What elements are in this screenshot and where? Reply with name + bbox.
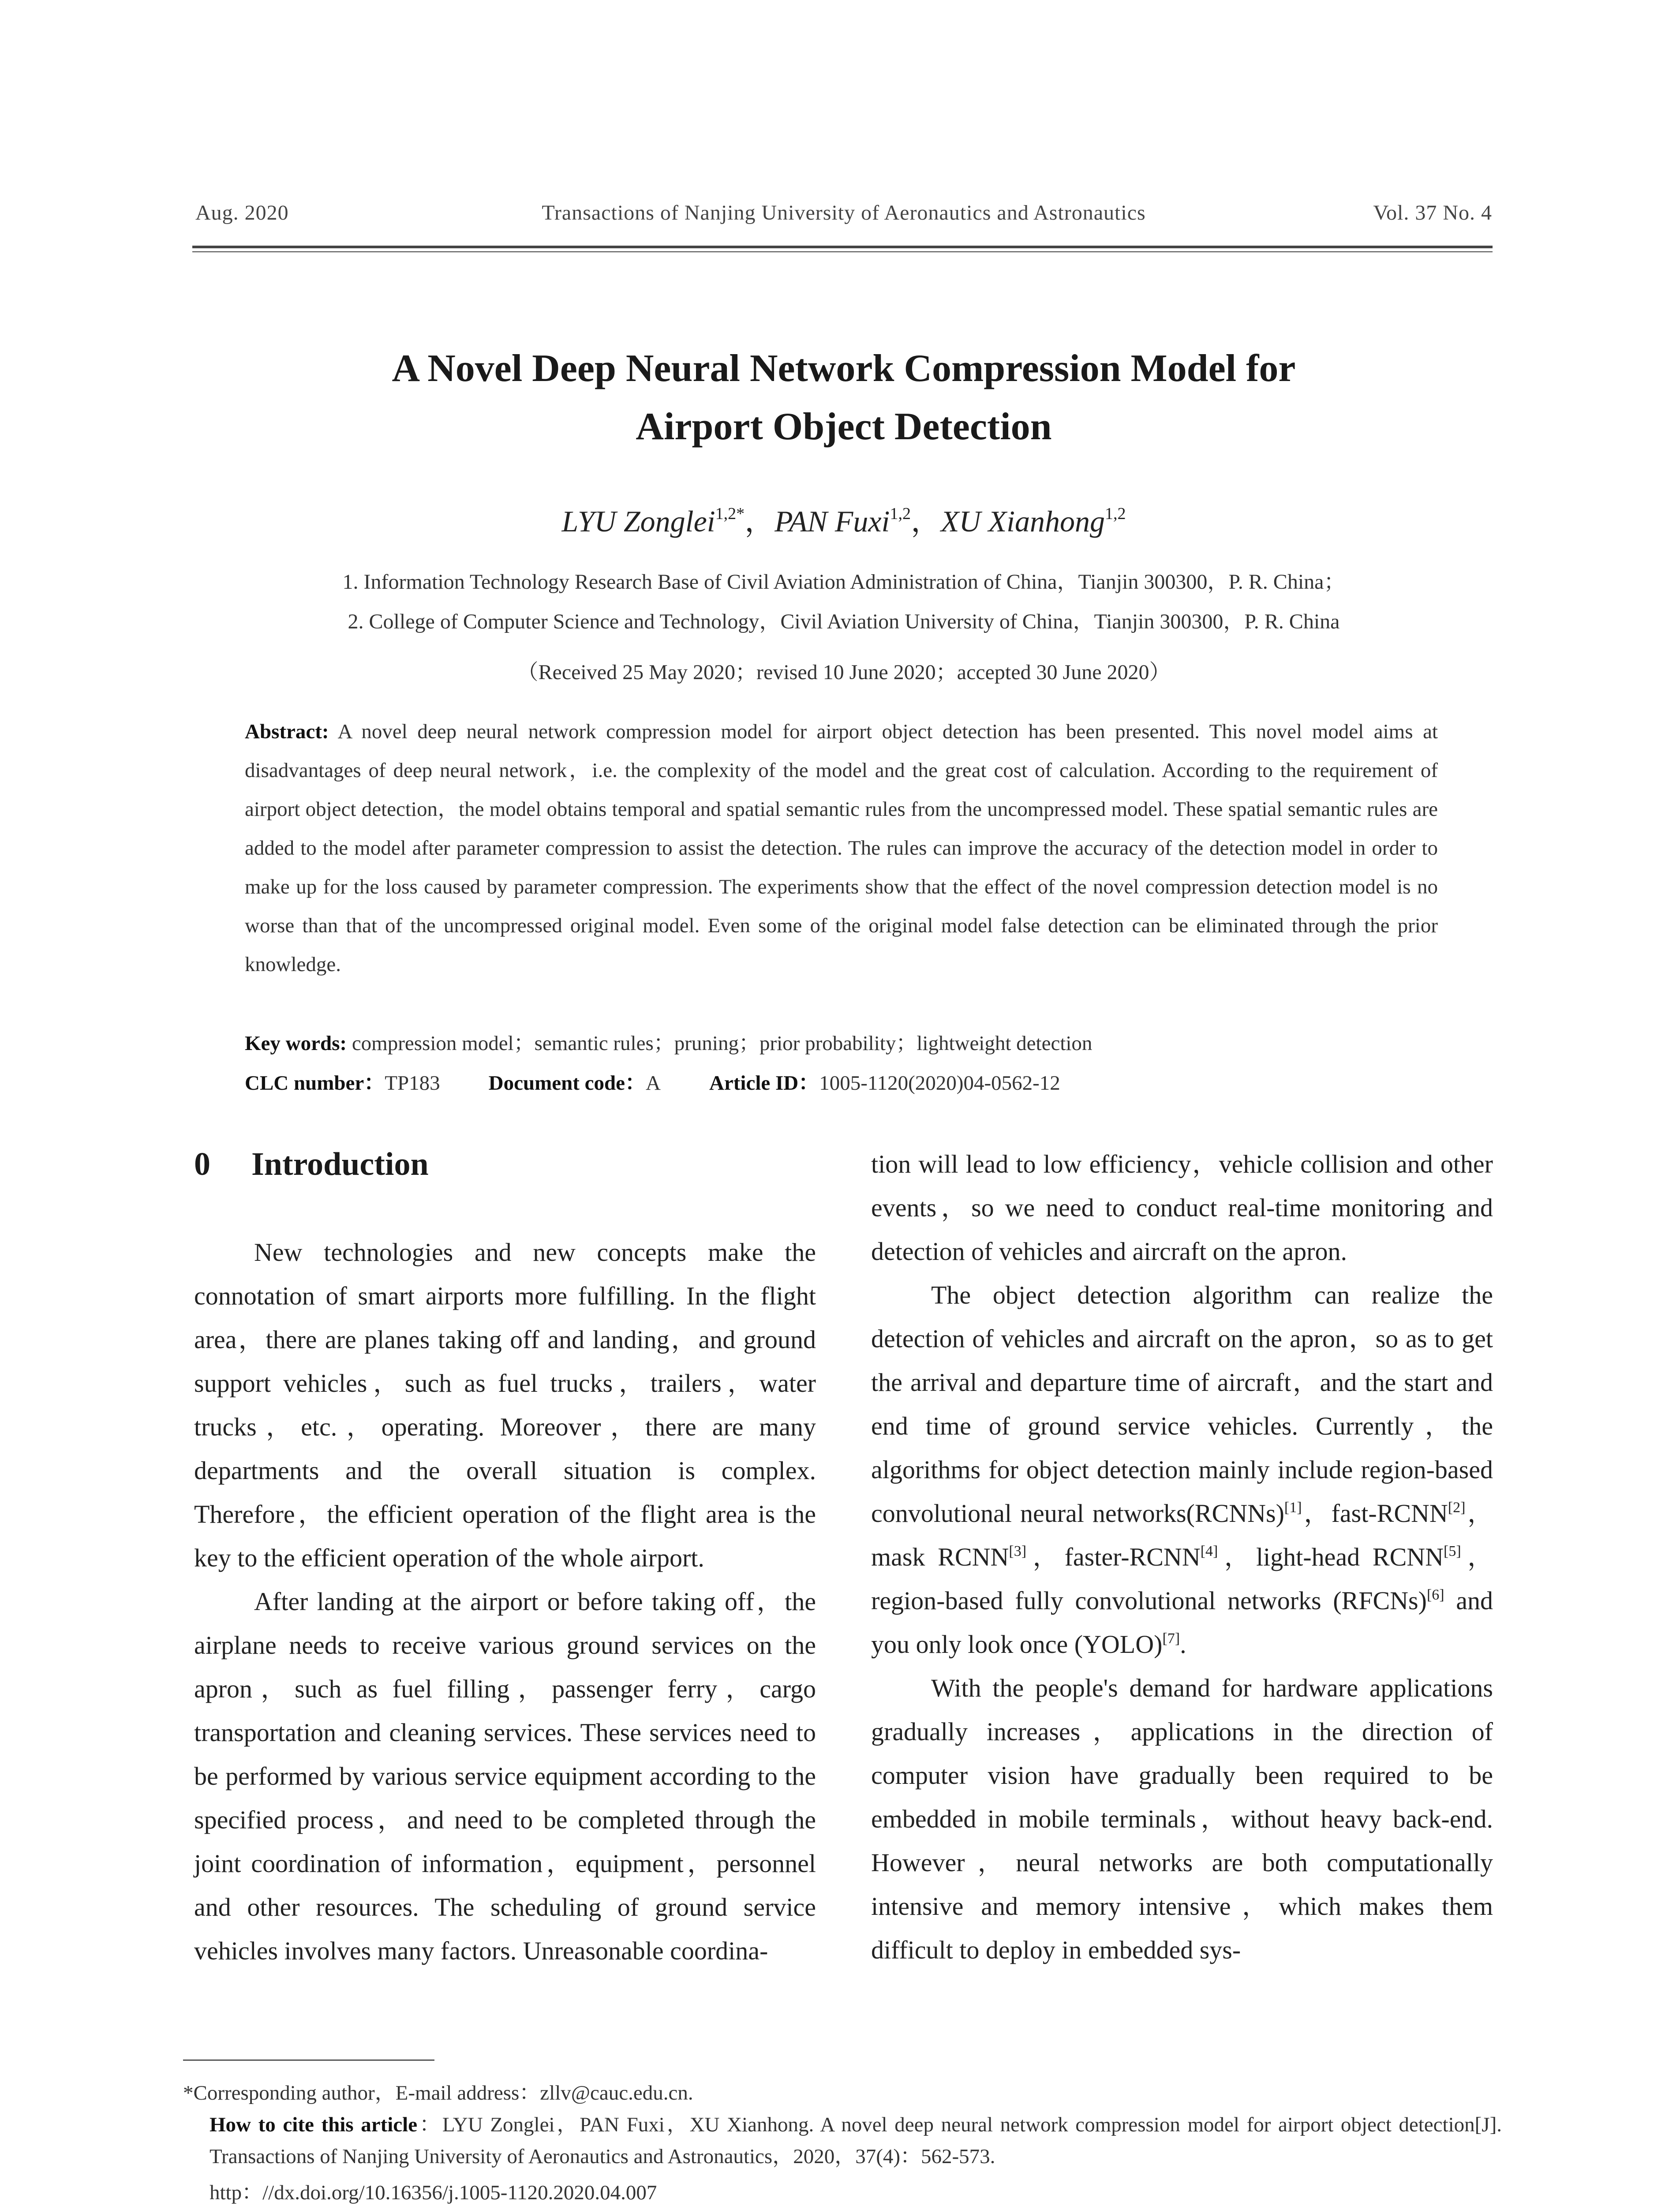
classification-line bbox=[245, 1066, 1438, 1096]
author-name: XU Xianhong bbox=[940, 505, 1105, 538]
author-list bbox=[195, 497, 1492, 540]
cite-text: ：LYU Zonglei，PAN Fuxi，XU Xianhong. A novel deep neural network compression model for airport object detection[J]. Transactions of Nanjing University of Aeronautics and Astronautics，2020，37(4)：562-573. bbox=[210, 2113, 1502, 2168]
affiliation-2: 2. College of Computer Science and Technology，Civil Aviation University of China，Tianjin 300300，P. R. China bbox=[348, 610, 1340, 633]
title-line-2: Airport Object Detection bbox=[636, 405, 1052, 448]
body-text: ，light-head RCNN bbox=[1218, 1543, 1444, 1571]
cite-label: How to cite this article bbox=[210, 2113, 418, 2136]
body-paragraph: With the people's demand for hardware applications gradually increases，applications in the direction of computer vision have gradually been required to be embedded in mobile terminals，without heavy back-end. However，neural networks are both computationally intensive and memory intensive，which makes them difficult to deploy in embedded sys- bbox=[871, 1674, 1493, 1964]
section-heading bbox=[194, 1146, 429, 1183]
document-code-label: Document code： bbox=[488, 1072, 646, 1095]
citation-ref: [2] bbox=[1448, 1499, 1466, 1516]
keywords-text: compression model；semantic rules；pruning；prior probability；lightweight detection bbox=[352, 1032, 1093, 1055]
header-rule-thick bbox=[192, 246, 1493, 248]
body-text: ，fast-RCNN bbox=[1302, 1499, 1448, 1528]
section-title: Introduction bbox=[251, 1146, 429, 1182]
header-rule-thin bbox=[192, 251, 1493, 252]
citation-ref: [6] bbox=[1426, 1587, 1444, 1603]
citation-ref: [3] bbox=[1009, 1543, 1027, 1559]
body-paragraph: tion will lead to low efficiency，vehicle collision and other events，so we need to conduct real-time monitoring and detection of vehicles and aircraft on the apron. bbox=[871, 1150, 1493, 1266]
footnote-rule bbox=[183, 2059, 434, 2061]
body-text: The object detection algorithm can realize the detection of vehicles and aircraft on the apron，so as to get the arrival and departure time of aircraft，and the start and end time of ground service vehicles. Currently，the algorithms for object detection mainly include region-based convolutional neural networks(RCNNs) bbox=[871, 1281, 1493, 1528]
citation-ref: [1] bbox=[1284, 1499, 1302, 1516]
paper-title bbox=[195, 340, 1492, 456]
author-affil-mark: 1,2 bbox=[1105, 505, 1126, 523]
author-name: LYU Zonglei bbox=[561, 505, 715, 538]
body-text: ，faster-RCNN bbox=[1026, 1543, 1201, 1571]
document-code-value: A bbox=[646, 1072, 661, 1095]
author-separator: ， bbox=[910, 505, 941, 538]
running-header bbox=[195, 201, 1492, 232]
article-id-value: 1005-1120(2020)04-0562-12 bbox=[819, 1072, 1060, 1095]
abstract-text: A novel deep neural network compression model for airport object detection has been presented. This novel model aims at disadvantages of deep neural network，i.e. the complexity of the model and the great cost of calculation. According to the requirement of airport object detection，the model obtains temporal and spatial semantic rules from the uncompressed model. These spatial semantic rules are added to the model after parameter compression to assist the detection. The rules can improve the accuracy of the detection model in order to make up for the loss caused by parameter compression. The experiments show that the effect of the novel compression detection model is no worse than that of the uncompressed original model. Even some of the original model false detection can be eliminated through the prior knowledge. bbox=[245, 720, 1438, 976]
header-date: Aug. 2020 bbox=[195, 201, 289, 224]
citation-note bbox=[183, 2109, 1502, 2172]
header-journal: Transactions of Nanjing University of Aeronautics and Astronautics bbox=[542, 201, 1146, 224]
author-separator: ， bbox=[745, 505, 775, 538]
author-affil-mark: 1,2 bbox=[890, 505, 911, 523]
section-number: 0 bbox=[194, 1146, 210, 1182]
body-text: ，mask RCNN bbox=[871, 1499, 1493, 1571]
clc-value: TP183 bbox=[385, 1072, 440, 1095]
author-affil-mark: 1,2* bbox=[715, 505, 745, 523]
body-paragraph-references bbox=[871, 1273, 1493, 1666]
abstract-label: Abstract: bbox=[245, 720, 329, 743]
author-name: PAN Fuxi bbox=[775, 505, 890, 538]
citation-ref: [4] bbox=[1200, 1543, 1218, 1559]
abstract bbox=[245, 712, 1438, 984]
clc-label: CLC number： bbox=[245, 1072, 385, 1095]
keywords bbox=[245, 1027, 1438, 1056]
body-text: and you only look once (YOLO) bbox=[871, 1586, 1493, 1659]
body-text: ，region-based fully convolutional networks (RFCNs) bbox=[871, 1543, 1493, 1615]
right-column bbox=[871, 1142, 1493, 1972]
citation-ref: [5] bbox=[1444, 1543, 1461, 1559]
keywords-label: Key words: bbox=[245, 1032, 347, 1055]
title-line-1: A Novel Deep Neural Network Compression Model for bbox=[392, 347, 1296, 390]
left-column bbox=[194, 1230, 816, 1973]
body-paragraph: New technologies and new concepts make the connotation of smart airports more fulfilling. In the flight area，there are planes taking off and landing，and ground support vehicles，such as fuel trucks，trailers，water trucks，etc.，operating. Moreover，there are many departments and the overall situation is complex. Therefore，the efficient operation of the flight area is the key to the efficient operation of the whole airport. bbox=[194, 1238, 816, 1572]
header-volume: Vol. 37 No. 4 bbox=[1373, 201, 1492, 224]
footnotes bbox=[183, 2077, 1502, 2205]
corresponding-author-note: *Corresponding author，E-mail address：zllv@cauc.edu.cn. bbox=[183, 2082, 693, 2104]
citation-ref: [7] bbox=[1162, 1630, 1180, 1647]
body-paragraph: After landing at the airport or before taking off，the airplane needs to receive various ground services on the apron，such as fuel filling，passenger ferry，cargo transportation and cleaning services. These services need to be performed by various service equipment according to the specified process，and need to be completed through the joint coordination of information，equipment，personnel and other resources. The scheduling of ground service vehicles involves many factors. Unreasonable coordina- bbox=[194, 1587, 816, 1965]
article-id-label: Article ID： bbox=[709, 1072, 819, 1095]
body-text: . bbox=[1180, 1630, 1186, 1659]
doi-link[interactable]: http：//dx.doi.org/10.16356/j.1005-1120.2020.04.007 bbox=[210, 2181, 657, 2204]
received-dates: （Received 25 May 2020；revised 10 June 2020；accepted 30 June 2020） bbox=[517, 661, 1171, 684]
affiliation-1: 1. Information Technology Research Base of Civil Aviation Administration of China，Tianjin 300300，P. R. China； bbox=[342, 570, 1345, 594]
